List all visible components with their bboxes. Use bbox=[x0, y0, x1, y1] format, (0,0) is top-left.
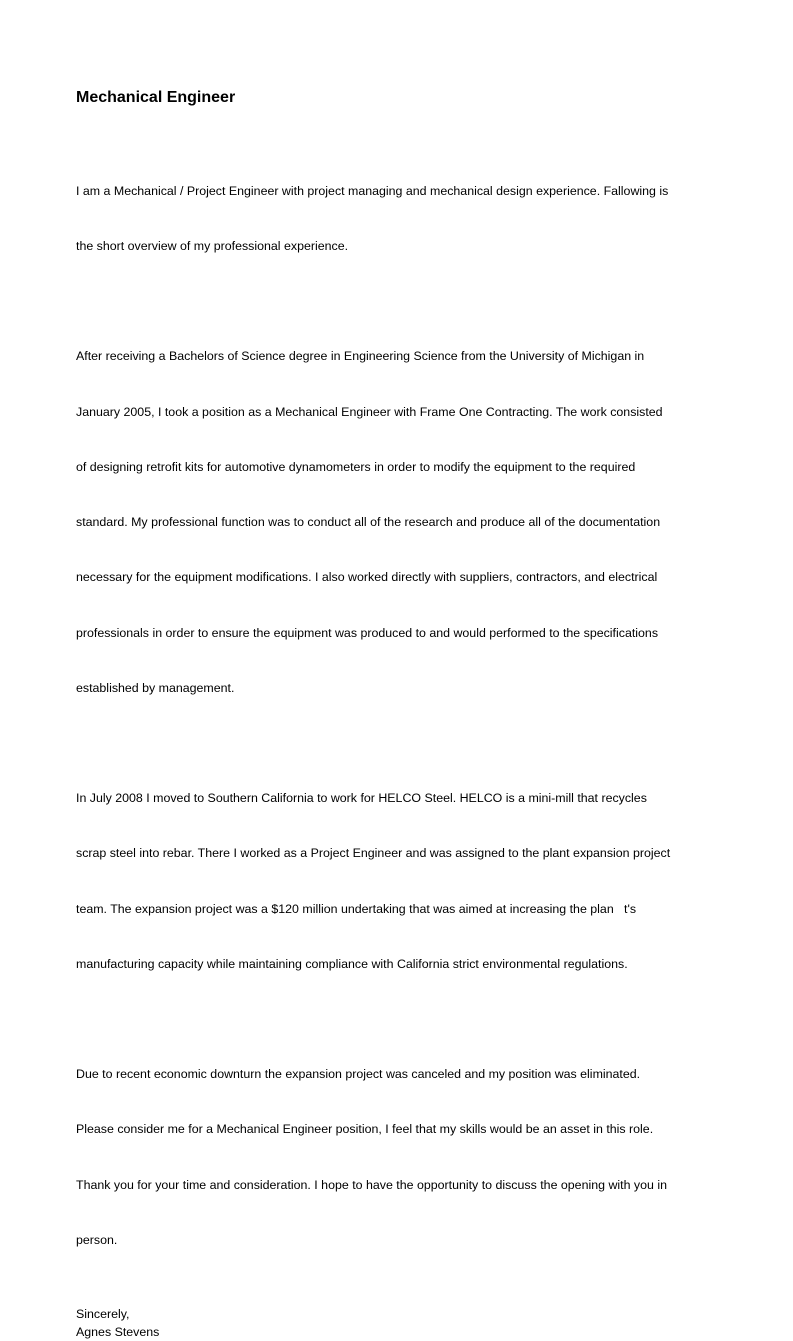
document-title: Mechanical Engineer bbox=[76, 89, 236, 106]
paragraph-line: the short overview of my professional experience. bbox=[76, 239, 349, 254]
paragraph-line: necessary for the equipment modifications. I also worked directly with suppliers, contractors, and electrical bbox=[76, 570, 658, 585]
paragraph-intro bbox=[76, 145, 716, 292]
paragraph-line: Please consider me for a Mechanical Engineer position, I feel that my skills would be an asset in this role. bbox=[76, 1122, 654, 1137]
closing-text: Sincerely, bbox=[76, 1306, 130, 1321]
paragraph-request bbox=[76, 1028, 716, 1286]
paragraph-line: established by management. bbox=[76, 680, 235, 695]
paragraph-line: Due to recent economic downturn the expansion project was canceled and my position was eliminated. bbox=[76, 1067, 641, 1082]
paragraph-line: scrap steel into rebar. There I worked as a Project Engineer and was assigned to the plant expansion project bbox=[76, 846, 671, 861]
paragraph-line: person. bbox=[76, 1232, 118, 1247]
paragraph-helco bbox=[76, 752, 716, 1010]
paragraph-line: of designing retrofit kits for automotive dynamometers in order to modify the equipment to the required bbox=[76, 459, 636, 474]
paragraph-line: I am a Mechanical / Project Engineer with project managing and mechanical design experience. Fallowing is bbox=[76, 183, 669, 198]
paragraph-education-experience bbox=[76, 311, 716, 734]
letter-body bbox=[76, 88, 716, 1341]
paragraph-line: After receiving a Bachelors of Science degree in Engineering Science from the University of Michigan in bbox=[76, 349, 645, 364]
paragraph-line: professionals in order to ensure the equipment was produced to and would performed to the specifications bbox=[76, 625, 659, 640]
paragraph-line: January 2005, I took a position as a Mechanical Engineer with Frame One Contracting. The work consisted bbox=[76, 404, 663, 419]
paragraph-line: standard. My professional function was to conduct all of the research and produce all of the documentation bbox=[76, 515, 661, 530]
paragraph-line: Thank you for your time and consideration. I hope to have the opportunity to discuss the opening with you in bbox=[76, 1177, 667, 1192]
paragraph-line: manufacturing capacity while maintaining compliance with California strict environmental regulations. bbox=[76, 956, 628, 971]
paragraph-line: team. The expansion project was a $120 million undertaking that was aimed at increasing the plan t's bbox=[76, 901, 637, 916]
signature-name: Agnes Stevens bbox=[76, 1324, 160, 1339]
closing-block bbox=[76, 1305, 716, 1341]
paragraph-line: In July 2008 I moved to Southern California to work for HELCO Steel. HELCO is a mini-mill that recycles bbox=[76, 791, 647, 806]
